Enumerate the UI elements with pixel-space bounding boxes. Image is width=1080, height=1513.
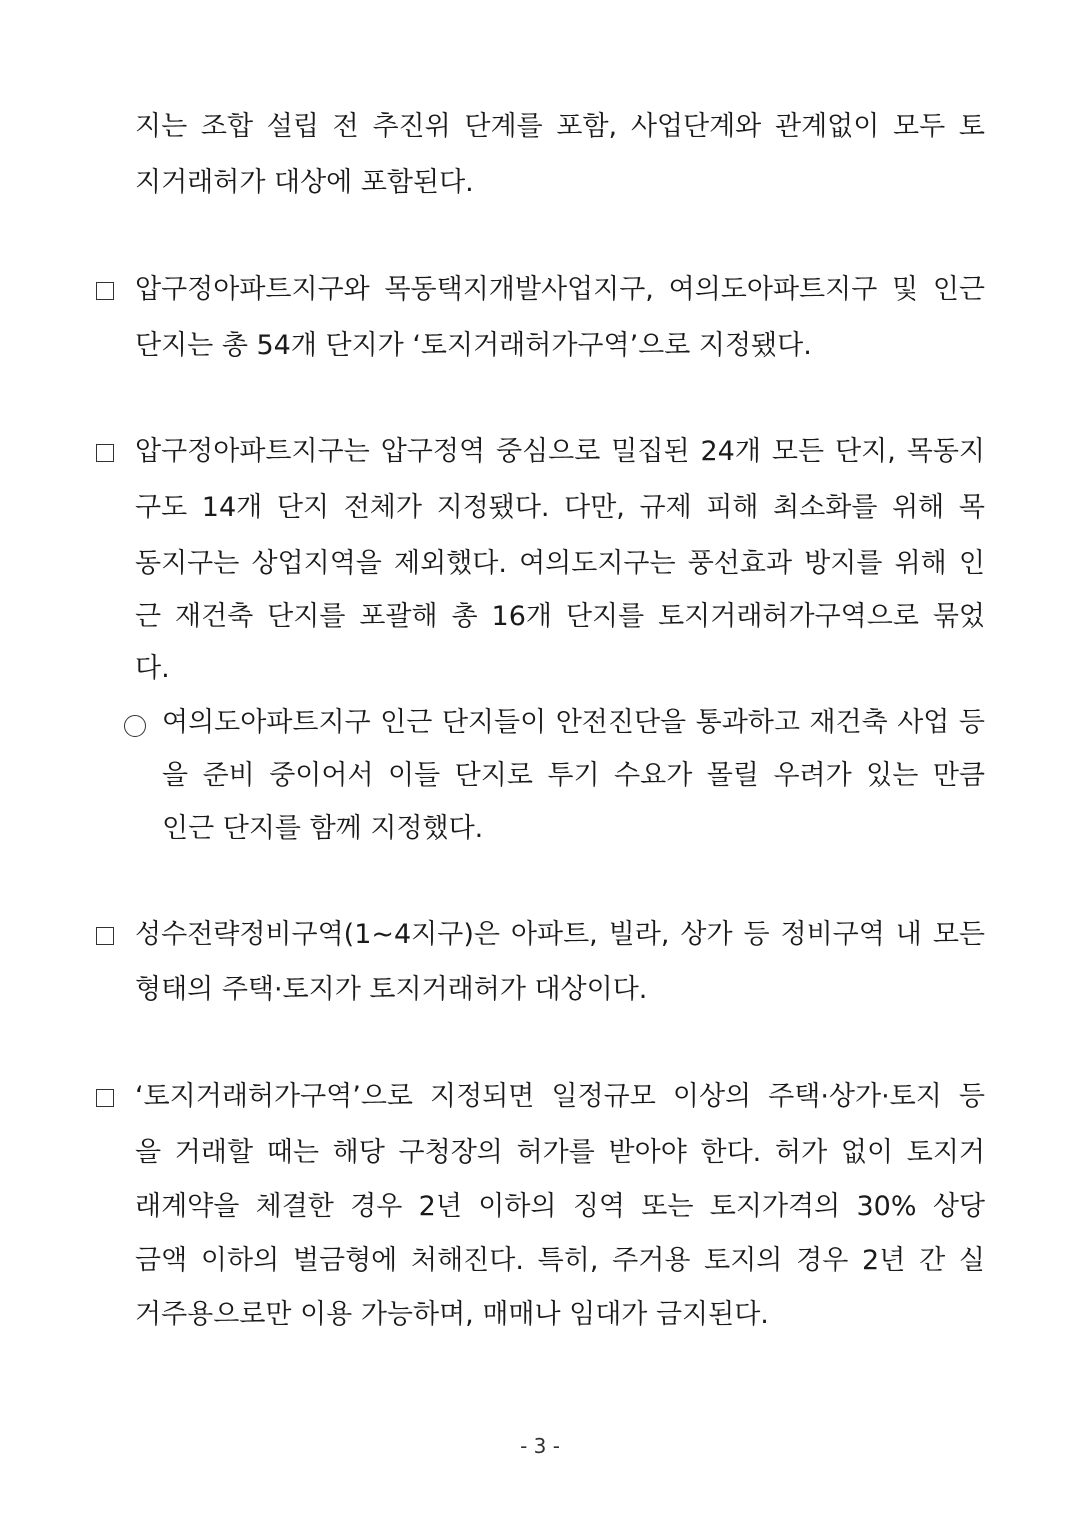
paragraph-2-line-2: 구도 14개 단지 전체가 지정됐다. 다만, 규제 피해 최소화를 위해 목 [135,492,985,523]
paragraph-3-line-1: 성수전략정비구역(1~4지구)은 아파트, 빌라, 상가 등 정비구역 내 모든 [135,919,985,950]
continuation-line-2: 지거래허가 대상에 포함된다. [135,167,474,198]
sub-item-line-3: 인근 단지를 함께 지정했다. [162,813,484,844]
checkbox-square-icon [96,1089,114,1107]
paragraph-4-line-1: ‘토지거래허가구역’으로 지정되면 일정규모 이상의 주택·상가·토지 등 [135,1081,985,1112]
checkbox-square-icon [96,444,114,462]
paragraph-2-line-5: 다. [135,653,170,684]
paragraph-4-line-4: 금액 이하의 벌금형에 처해진다. 특히, 주거용 토지의 경우 2년 간 실 [135,1245,985,1276]
checkbox-square-icon [96,927,114,945]
paragraph-4-line-3: 래계약을 체결한 경우 2년 이하의 징역 또는 토지가격의 30% 상당 [135,1191,985,1222]
sub-bullet-circle-icon [124,715,146,737]
sub-item-line-2: 을 준비 중이어서 이들 단지로 투기 수요가 몰릴 우려가 있는 만큼 [162,760,985,791]
sub-item-line-1: 여의도아파트지구 인근 단지들이 안전진단을 통과하고 재건축 사업 등 [162,707,985,738]
paragraph-4-line-2: 을 거래할 때는 해당 구청장의 허가를 받아야 한다. 허가 없이 토지거 [135,1137,985,1168]
paragraph-2-line-1: 압구정아파트지구는 압구정역 중심으로 밀집된 24개 모든 단지, 목동지 [135,436,985,467]
paragraph-1-line-2: 단지는 총 54개 단지가 ‘토지거래허가구역’으로 지정됐다. [135,330,812,361]
paragraph-2-line-4: 근 재건축 단지를 포괄해 총 16개 단지를 토지거래허가구역으로 묶었 [135,601,985,632]
checkbox-square-icon [96,282,114,300]
paragraph-4-line-5: 거주용으로만 이용 가능하며, 매매나 임대가 금지된다. [135,1299,769,1330]
paragraph-1-line-1: 압구정아파트지구와 목동택지개발사업지구, 여의도아파트지구 및 인근 [135,274,985,305]
paragraph-2-line-3: 동지구는 상업지역을 제외했다. 여의도지구는 풍선효과 방지를 위해 인 [135,548,985,579]
page-number: - 3 - [520,1434,560,1458]
continuation-line-1: 지는 조합 설립 전 추진위 단계를 포함, 사업단계와 관계없이 모두 토 [135,111,985,142]
paragraph-3-line-2: 형태의 주택·토지가 토지거래허가 대상이다. [135,974,648,1005]
